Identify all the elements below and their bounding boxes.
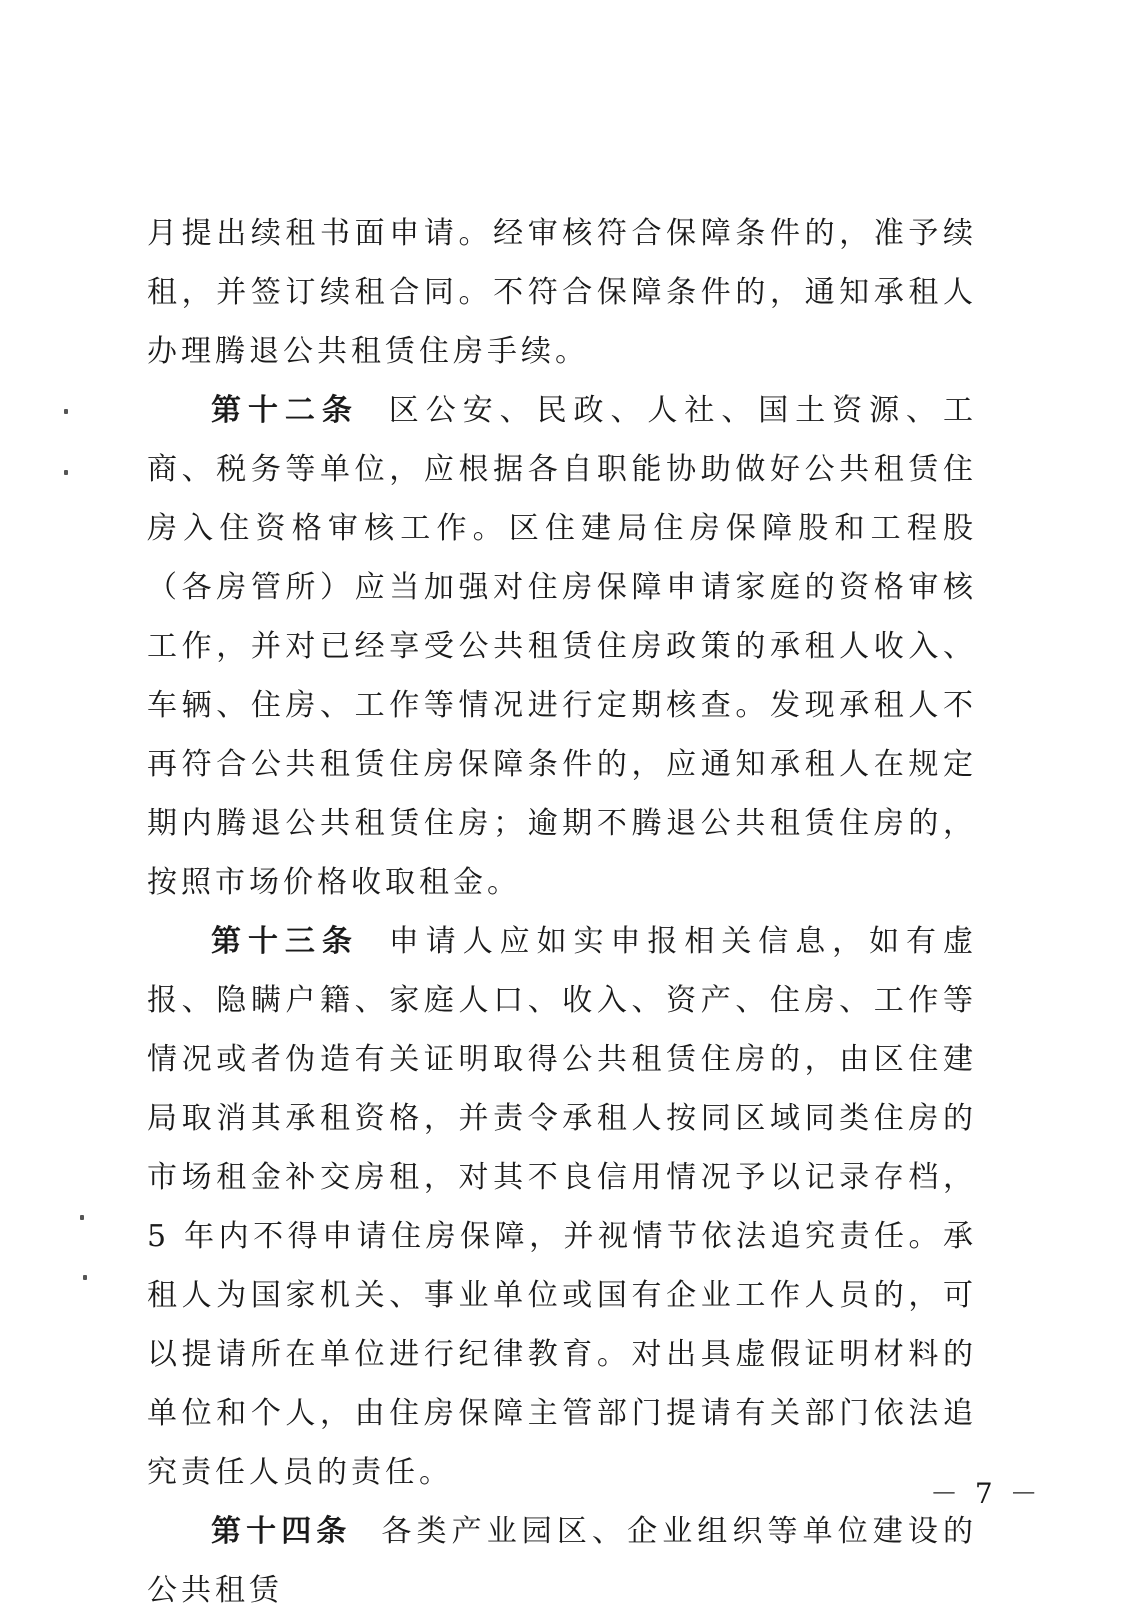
scan-speck xyxy=(64,409,68,414)
article-14 xyxy=(147,1502,977,1620)
article-13-text: 申请人应如实申报相关信息，如有虚报、隐瞒户籍、家庭人口、收入、资产、住房、工作等情况或者伪造有关证明取得公共租赁住房的，由区住建局取消其承租资格，并责令承租人按同区域同类住房的市场租金补交房租，对其不良信用情况予以记录存档，5 年内不得申请住房保障，并视情节依法追究责任。承租人为国家机关、事业单位或国有企业工作人员的，可以提请所在单位进行纪律教育。对出具虚假证明材料的单位和个人，由住房保障主管部门提请有关部门依法追究责任人员的责任。 xyxy=(147,924,978,1490)
article-14-text: 各类产业园区、企业组织等单位建设的公共租赁 xyxy=(147,1514,978,1608)
article-13 xyxy=(147,912,977,1502)
scan-speck xyxy=(64,470,68,475)
article-14-heading: 第十四条 xyxy=(211,1514,352,1549)
article-12-heading: 第十二条 xyxy=(211,393,359,428)
document-body xyxy=(147,204,977,1620)
article-12 xyxy=(147,381,977,912)
article-13-heading: 第十三条 xyxy=(211,924,359,959)
scan-speck xyxy=(83,1275,87,1280)
continuation-paragraph: 月提出续租书面申请。经审核符合保障条件的，准予续租，并签订续租合同。不符合保障条件的，通知承租人办理腾退公共租赁住房手续。 xyxy=(147,216,977,369)
article-12-text: 区公安、民政、人社、国土资源、工商、税务等单位，应根据各自职能协助做好公共租赁住房入住资格审核工作。区住建局住房保障股和工程股（各房管所）应当加强对住房保障申请家庭的资格审核工作，并对已经享受公共租赁住房政策的承租人收入、车辆、住房、工作等情况进行定期核查。发现承租人不再符合公共租赁住房保障条件的，应通知承租人在规定期内腾退公共租赁住房；逾期不腾退公共租赁住房的，按照市场价格收取租金。 xyxy=(147,393,978,900)
page-number: － 7 － xyxy=(930,1477,1042,1510)
scan-speck xyxy=(80,1215,84,1220)
